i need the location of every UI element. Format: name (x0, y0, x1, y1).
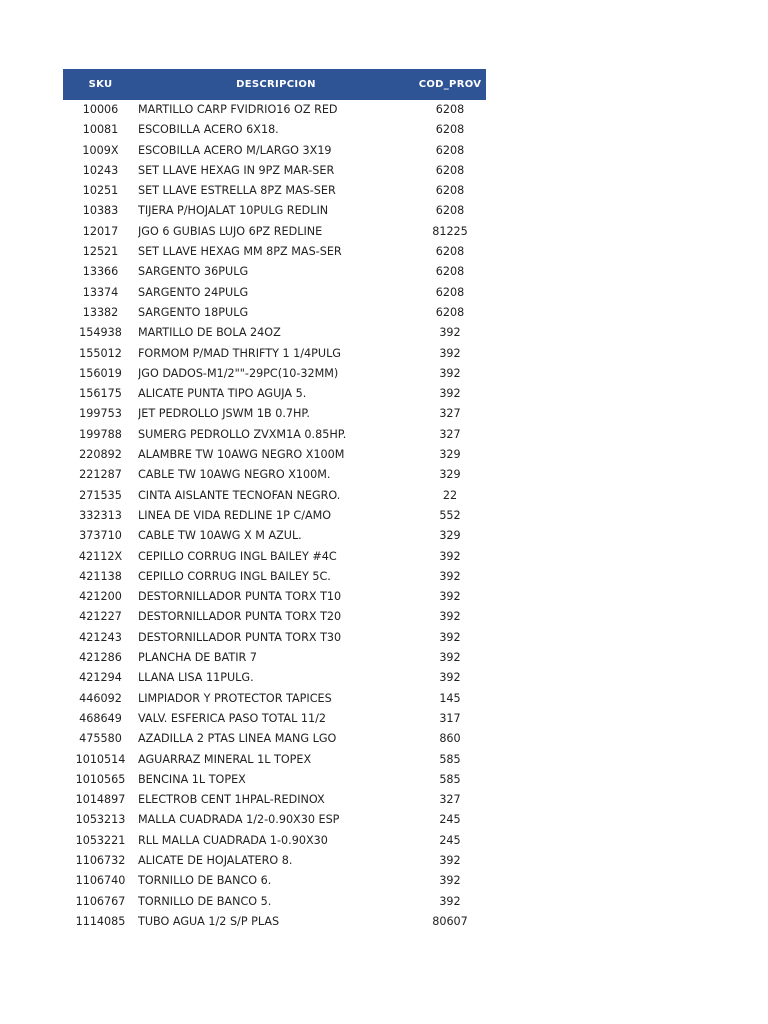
cell-descripcion[interactable]: ALAMBRE TW 10AWG NEGRO X100M (138, 448, 345, 462)
cell-descripcion[interactable]: TORNILLO DE BANCO 6. (138, 874, 272, 888)
cell-sku[interactable]: 421294 (79, 671, 122, 685)
table-row[interactable] (63, 668, 486, 688)
cell-descripcion[interactable]: SARGENTO 36PULG (138, 265, 249, 279)
cell-cod-prov[interactable]: 6208 (435, 265, 465, 279)
cell-cod-prov[interactable]: 6208 (435, 305, 465, 319)
cell-sku[interactable]: 1053213 (75, 813, 126, 827)
cell-descripcion[interactable]: DESTORNILLADOR PUNTA TORX T10 (138, 590, 342, 604)
cell-descripcion[interactable]: LLANA LISA 11PULG. (138, 671, 254, 685)
cell-cod-prov[interactable]: 329 (439, 468, 461, 482)
cell-descripcion[interactable]: DESTORNILLADOR PUNTA TORX T20 (138, 610, 342, 624)
cell-descripcion[interactable]: CEPILLO CORRUG INGL BAILEY 5C. (138, 569, 331, 583)
cell-cod-prov[interactable]: 329 (439, 448, 461, 462)
cell-cod-prov[interactable]: 392 (439, 651, 461, 665)
cell-cod-prov[interactable]: 317 (439, 711, 461, 725)
cell-descripcion[interactable]: VALV. ESFERICA PASO TOTAL 11/2 (138, 711, 326, 725)
table-row[interactable] (63, 506, 486, 526)
cell-cod-prov[interactable]: 392 (439, 326, 461, 340)
column-header-sku[interactable]: SKU (63, 69, 138, 100)
table-row[interactable] (63, 587, 486, 607)
cell-cod-prov[interactable]: 392 (439, 346, 461, 360)
column-header-cod-prov[interactable]: COD_PROV (414, 69, 486, 100)
cell-cod-prov[interactable]: 327 (439, 793, 461, 807)
table-row[interactable] (63, 547, 486, 567)
table-row[interactable] (63, 384, 486, 404)
table-row[interactable] (63, 425, 486, 445)
cell-sku[interactable]: 199788 (79, 427, 122, 441)
cell-cod-prov[interactable]: 6208 (435, 103, 465, 116)
cell-sku[interactable]: 1053221 (75, 833, 126, 847)
cell-descripcion[interactable]: BENCINA 1L TOPEX (138, 772, 246, 786)
table-row[interactable] (63, 404, 486, 424)
cell-descripcion[interactable]: TORNILLO DE BANCO 5. (138, 894, 272, 908)
cell-descripcion[interactable]: DESTORNILLADOR PUNTA TORX T30 (138, 630, 342, 644)
cell-sku[interactable]: 220892 (79, 448, 122, 462)
cell-descripcion[interactable]: FORMOM P/MAD THRIFTY 1 1/4PULG (138, 346, 341, 360)
cell-cod-prov[interactable]: 80607 (432, 914, 468, 928)
cell-sku[interactable]: 10251 (82, 184, 119, 198)
cell-cod-prov[interactable]: 392 (439, 569, 461, 583)
cell-descripcion[interactable]: CABLE TW 10AWG NEGRO X100M. (138, 468, 331, 482)
cell-cod-prov[interactable]: 327 (439, 407, 461, 421)
table-row[interactable] (63, 851, 486, 871)
cell-sku[interactable]: 1106732 (75, 853, 126, 867)
cell-sku[interactable]: 421200 (79, 590, 122, 604)
table-row[interactable] (63, 648, 486, 668)
table-row[interactable] (63, 770, 486, 790)
table-header (63, 69, 486, 100)
cell-sku[interactable]: 1014897 (75, 793, 126, 807)
table-row[interactable] (63, 486, 486, 506)
cell-sku[interactable]: 475580 (79, 732, 122, 746)
cell-cod-prov[interactable]: 392 (439, 671, 461, 685)
cell-descripcion[interactable]: MARTILLO CARP FVIDRIO16 OZ RED (138, 103, 338, 116)
cell-sku[interactable]: 468649 (79, 711, 122, 725)
cell-sku[interactable]: 199753 (79, 407, 122, 421)
cell-descripcion[interactable]: AGUARRAZ MINERAL 1L TOPEX (138, 752, 312, 766)
header-row (63, 69, 486, 100)
product-table (63, 69, 486, 932)
table-row[interactable] (63, 262, 486, 282)
table-row[interactable] (63, 709, 486, 729)
table-row[interactable] (63, 283, 486, 303)
cell-descripcion[interactable]: JET PEDROLLO JSWM 1B 0.7HP. (138, 407, 310, 421)
cell-descripcion[interactable]: RLL MALLA CUADRADA 1-0.90X30 (138, 833, 328, 847)
cell-sku[interactable]: 42112X (78, 549, 123, 563)
cell-descripcion[interactable]: MALLA CUADRADA 1/2-0.90X30 ESP (138, 813, 340, 827)
cell-sku[interactable]: 10243 (82, 163, 119, 177)
table-row[interactable] (63, 201, 486, 221)
cell-sku[interactable]: 156019 (79, 366, 122, 380)
table-row[interactable] (63, 364, 486, 384)
cell-sku[interactable]: 156175 (79, 387, 122, 401)
cell-descripcion[interactable]: ESCOBILLA ACERO M/LARGO 3X19 (138, 143, 332, 157)
cell-cod-prov[interactable]: 22 (442, 488, 458, 502)
table-row[interactable] (63, 628, 486, 648)
cell-sku[interactable]: 1010565 (75, 772, 126, 786)
table-row[interactable] (63, 222, 486, 242)
cell-cod-prov[interactable]: 6208 (435, 163, 465, 177)
table-row[interactable] (63, 750, 486, 770)
cell-sku[interactable]: 13382 (82, 305, 119, 319)
cell-sku[interactable]: 1009X (82, 143, 119, 157)
table-row[interactable] (63, 729, 486, 749)
cell-sku[interactable]: 10081 (82, 123, 119, 137)
cell-sku[interactable]: 155012 (79, 346, 122, 360)
table-row[interactable] (63, 120, 486, 140)
cell-sku[interactable]: 10383 (82, 204, 119, 218)
table-row[interactable] (63, 181, 486, 201)
cell-cod-prov[interactable]: 392 (439, 853, 461, 867)
cell-descripcion[interactable]: PLANCHA DE BATIR 7 (138, 651, 257, 665)
table-row[interactable] (63, 526, 486, 546)
cell-descripcion[interactable]: SET LLAVE ESTRELLA 8PZ MAS-SER (138, 184, 336, 198)
cell-cod-prov[interactable]: 6208 (435, 123, 465, 137)
cell-cod-prov[interactable]: 392 (439, 894, 461, 908)
cell-sku[interactable]: 12017 (82, 224, 119, 238)
cell-sku[interactable]: 1114085 (75, 914, 126, 928)
table-row[interactable] (63, 242, 486, 262)
cell-sku[interactable]: 421138 (79, 569, 122, 583)
cell-descripcion[interactable]: LINEA DE VIDA REDLINE 1P C/AMO (138, 508, 332, 522)
table-row[interactable] (63, 323, 486, 343)
cell-sku[interactable]: 1010514 (75, 752, 126, 766)
table-row[interactable] (63, 100, 486, 120)
cell-cod-prov[interactable]: 585 (439, 772, 461, 786)
table-row[interactable] (63, 141, 486, 161)
cell-sku[interactable]: 421286 (79, 651, 122, 665)
cell-cod-prov[interactable]: 392 (439, 549, 461, 563)
cell-descripcion[interactable]: TIJERA P/HOJALAT 10PULG REDLIN (138, 204, 329, 218)
cell-sku[interactable]: 421243 (79, 630, 122, 644)
cell-descripcion[interactable]: TUBO AGUA 1/2 S/P PLAS (138, 914, 280, 928)
table-row[interactable] (63, 567, 486, 587)
cell-descripcion[interactable]: MARTILLO DE BOLA 24OZ (138, 326, 281, 340)
cell-descripcion[interactable]: SET LLAVE HEXAG IN 9PZ MAR-SER (138, 163, 335, 177)
table-row[interactable] (63, 689, 486, 709)
cell-cod-prov[interactable]: 6208 (435, 143, 465, 157)
table-row[interactable] (63, 790, 486, 810)
table-row[interactable] (63, 892, 486, 912)
table-row[interactable] (63, 161, 486, 181)
cell-cod-prov[interactable]: 6208 (435, 245, 465, 259)
cell-descripcion[interactable]: CEPILLO CORRUG INGL BAILEY #4C (138, 549, 337, 563)
cell-sku[interactable]: 10006 (82, 103, 119, 116)
cell-sku[interactable]: 13366 (82, 265, 119, 279)
cell-sku[interactable]: 446092 (79, 691, 122, 705)
cell-cod-prov[interactable]: 145 (439, 691, 461, 705)
cell-sku[interactable]: 421227 (79, 610, 122, 624)
table-row[interactable] (63, 465, 486, 485)
column-header-descripcion[interactable]: DESCRIPCION (138, 69, 414, 100)
cell-cod-prov[interactable]: 585 (439, 752, 461, 766)
table-row[interactable] (63, 810, 486, 830)
cell-descripcion[interactable]: ALICATE DE HOJALATERO 8. (138, 853, 293, 867)
table-row[interactable] (63, 303, 486, 323)
cell-descripcion[interactable]: CINTA AISLANTE TECNOFAN NEGRO. (138, 488, 341, 502)
cell-sku[interactable]: 13374 (82, 285, 119, 299)
cell-descripcion[interactable]: SARGENTO 18PULG (138, 305, 249, 319)
cell-cod-prov[interactable]: 245 (439, 833, 461, 847)
cell-cod-prov[interactable]: 327 (439, 427, 461, 441)
table-row[interactable] (63, 871, 486, 891)
product-sheet (63, 69, 486, 932)
cell-sku[interactable]: 12521 (82, 245, 119, 259)
cell-cod-prov[interactable]: 329 (439, 529, 461, 543)
cell-cod-prov[interactable]: 6208 (435, 184, 465, 198)
cell-cod-prov[interactable]: 552 (439, 508, 461, 522)
cell-descripcion[interactable]: SARGENTO 24PULG (138, 285, 249, 299)
table-row[interactable] (63, 445, 486, 465)
cell-cod-prov[interactable]: 860 (439, 732, 461, 746)
cell-cod-prov[interactable]: 392 (439, 590, 461, 604)
table-body (63, 100, 486, 932)
cell-descripcion[interactable]: JGO DADOS-M1/2""-29PC(10-32MM) (138, 366, 339, 380)
cell-cod-prov[interactable]: 392 (439, 610, 461, 624)
cell-descripcion[interactable]: CABLE TW 10AWG X M AZUL. (138, 529, 302, 543)
cell-cod-prov[interactable]: 81225 (432, 224, 468, 238)
cell-descripcion[interactable]: ESCOBILLA ACERO 6X18. (138, 123, 279, 137)
cell-sku[interactable]: 154938 (79, 326, 122, 340)
cell-descripcion[interactable]: AZADILLA 2 PTAS LINEA MANG LGO (138, 732, 337, 746)
table-row[interactable] (63, 912, 486, 932)
cell-sku[interactable]: 221287 (79, 468, 122, 482)
cell-descripcion[interactable]: ELECTROB CENT 1HPAL-REDINOX (138, 793, 325, 807)
cell-sku[interactable]: 271535 (79, 488, 122, 502)
cell-cod-prov[interactable]: 245 (439, 813, 461, 827)
cell-descripcion[interactable]: JGO 6 GUBIAS LUJO 6PZ REDLINE (138, 224, 323, 238)
cell-cod-prov[interactable]: 6208 (435, 285, 465, 299)
cell-sku[interactable]: 1106767 (75, 894, 126, 908)
cell-cod-prov[interactable]: 6208 (435, 204, 465, 218)
cell-cod-prov[interactable]: 392 (439, 387, 461, 401)
cell-cod-prov[interactable]: 392 (439, 630, 461, 644)
cell-cod-prov[interactable]: 392 (439, 874, 461, 888)
cell-sku[interactable]: 1106740 (75, 874, 126, 888)
cell-descripcion[interactable]: LIMPIADOR Y PROTECTOR TAPICES (138, 691, 332, 705)
cell-descripcion[interactable]: ALICATE PUNTA TIPO AGUJA 5. (138, 387, 307, 401)
table-row[interactable] (63, 831, 486, 851)
cell-sku[interactable]: 332313 (79, 508, 122, 522)
table-row[interactable] (63, 344, 486, 364)
cell-descripcion[interactable]: SUMERG PEDROLLO ZVXM1A 0.85HP. (138, 427, 347, 441)
table-row[interactable] (63, 607, 486, 627)
cell-descripcion[interactable]: SET LLAVE HEXAG MM 8PZ MAS-SER (138, 245, 342, 259)
cell-cod-prov[interactable]: 392 (439, 366, 461, 380)
cell-sku[interactable]: 373710 (79, 529, 122, 543)
